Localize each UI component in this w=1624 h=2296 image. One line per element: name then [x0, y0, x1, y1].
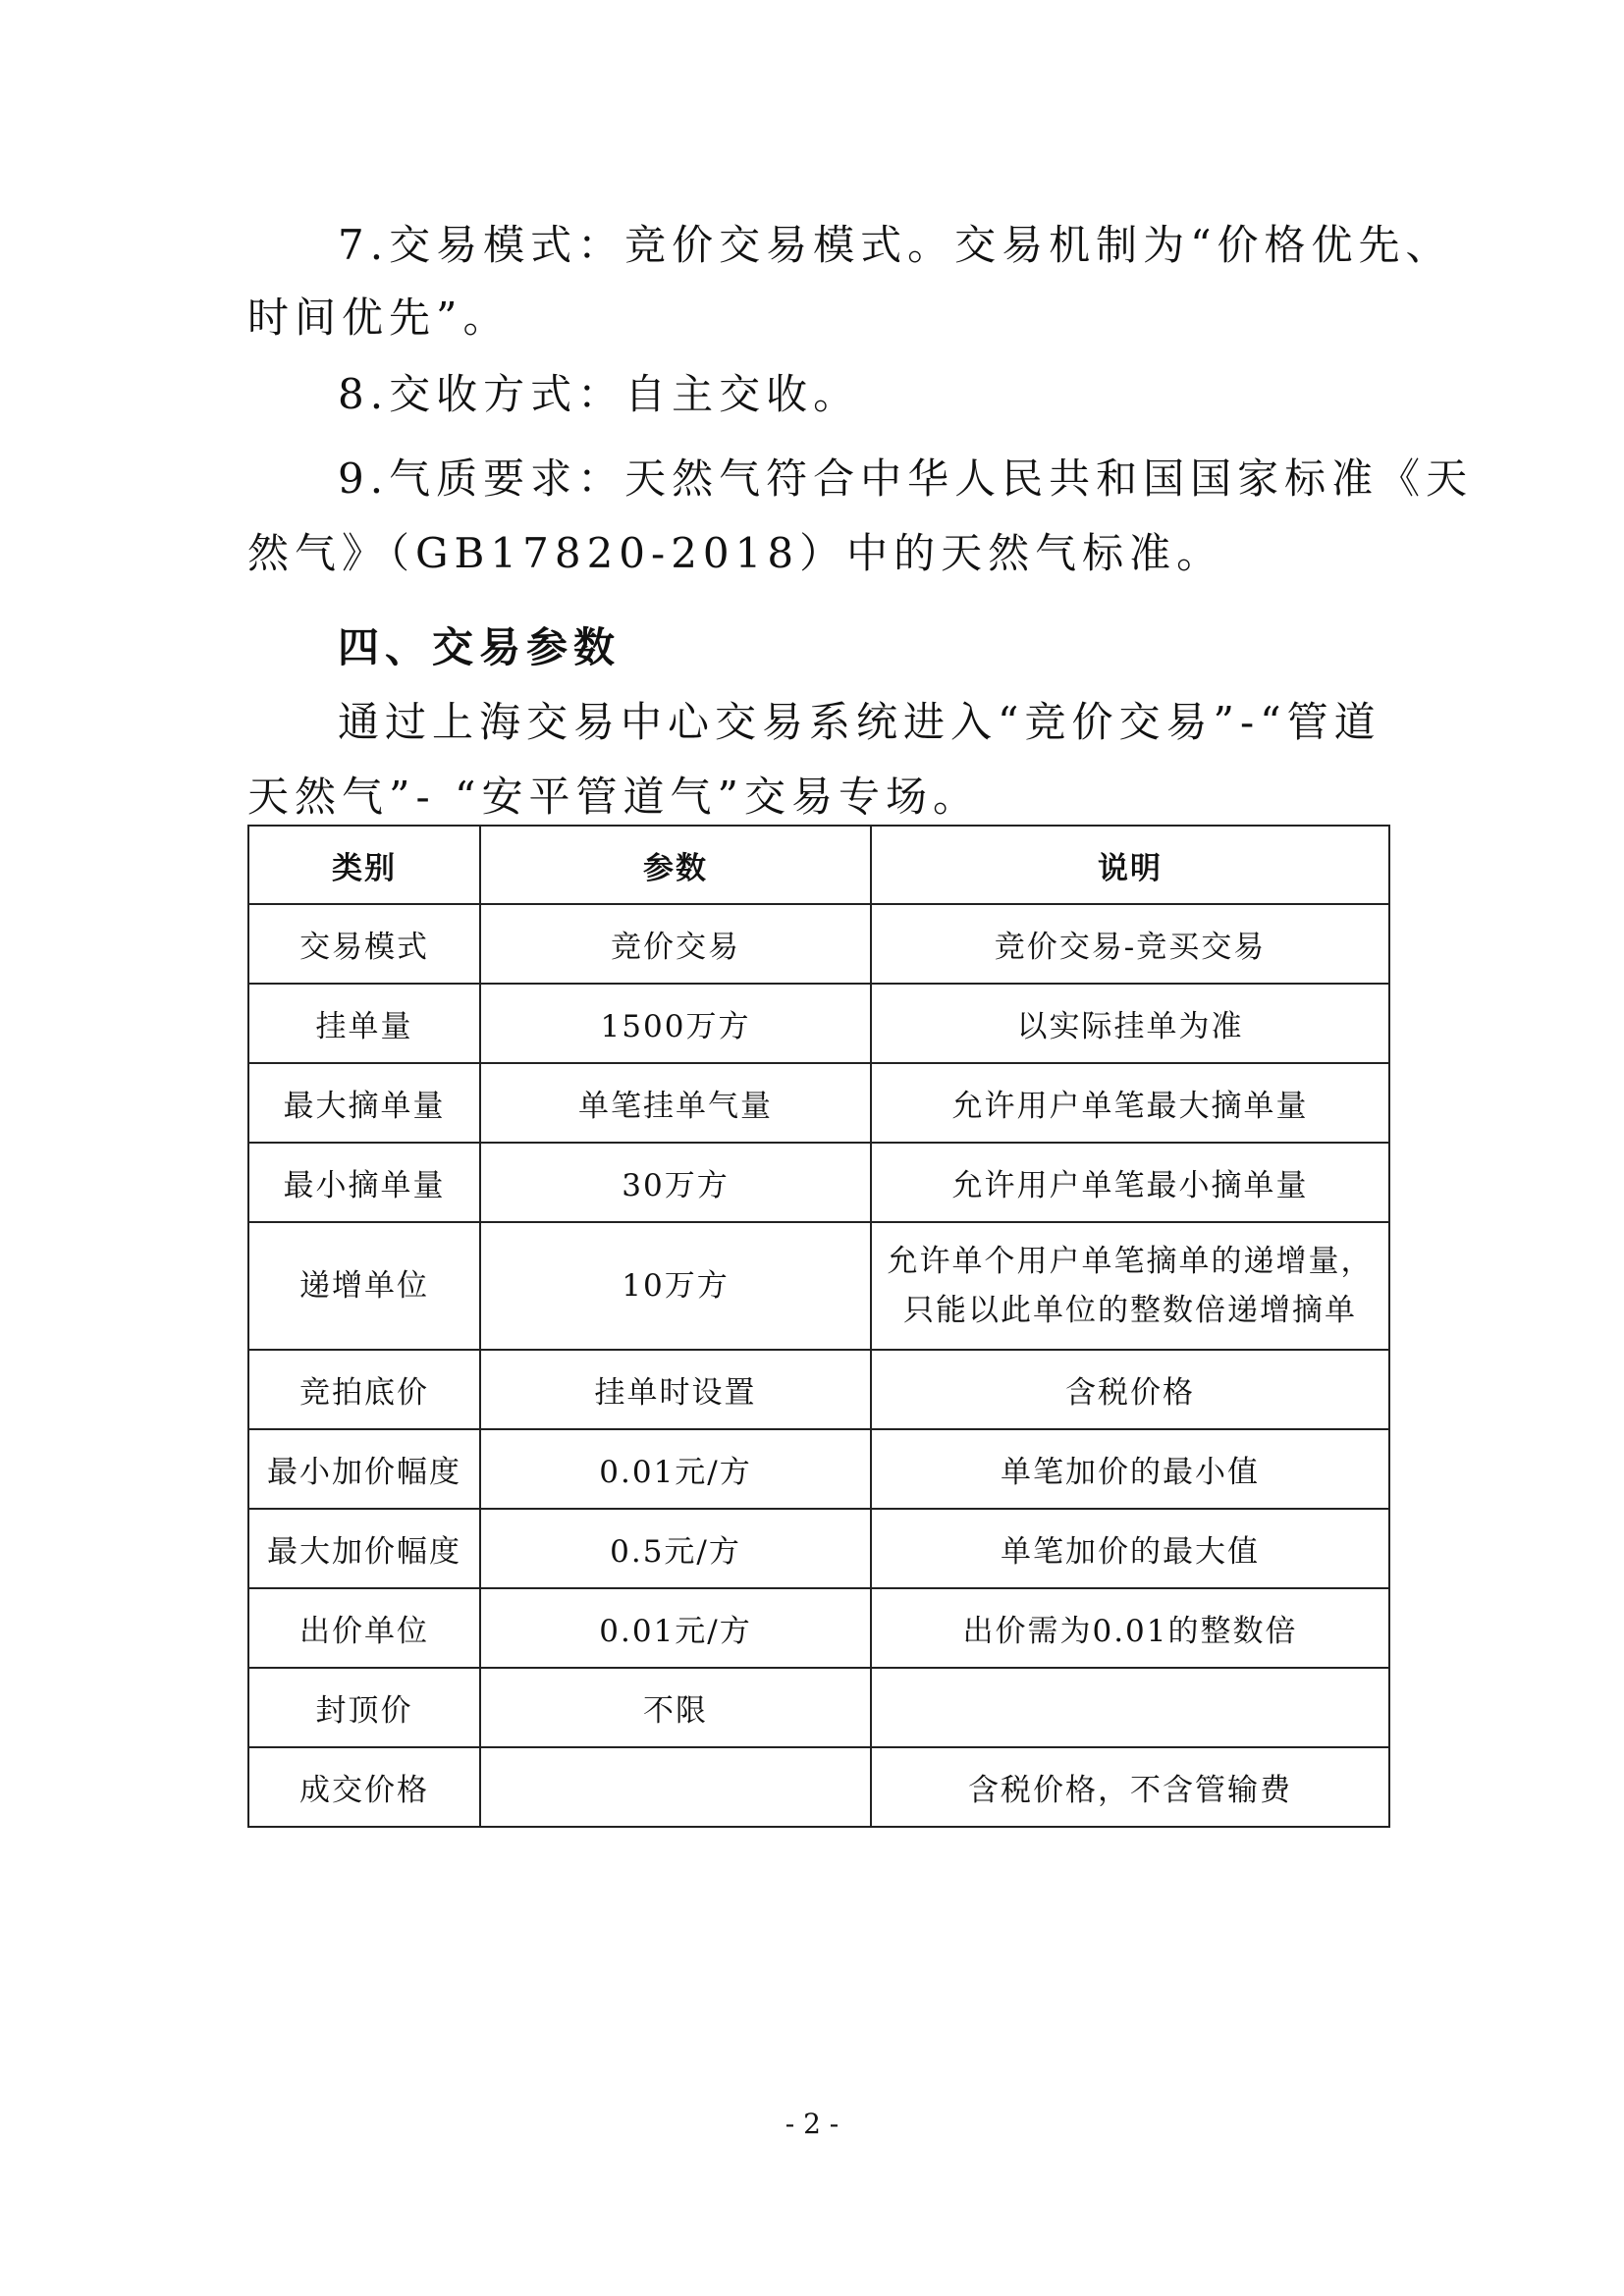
table-row: [248, 904, 1389, 984]
cell-parameter: 10万方: [480, 1222, 871, 1350]
cell-category: 最小加价幅度: [248, 1429, 480, 1509]
cell-category: 最大摘单量: [248, 1063, 480, 1143]
table-row: [248, 984, 1389, 1063]
cell-parameter: 竞价交易: [480, 904, 871, 984]
cell-category: 最小摘单量: [248, 1143, 480, 1222]
cell-description: 以实际挂单为准: [871, 984, 1389, 1063]
cell-description: 允许用户单笔最大摘单量: [871, 1063, 1389, 1143]
cell-category: 成交价格: [248, 1747, 480, 1827]
header-parameter: 参数: [480, 826, 871, 904]
cell-description: 单笔加价的最小值: [871, 1429, 1389, 1509]
cell-description: 出价需为0.01的整数倍: [871, 1588, 1389, 1668]
cell-category: 递增单位: [248, 1222, 480, 1350]
cell-description: 单笔加价的最大值: [871, 1509, 1389, 1588]
cell-category: 挂单量: [248, 984, 480, 1063]
cell-description: 允许用户单笔最小摘单量: [871, 1143, 1389, 1222]
cell-parameter: 不限: [480, 1668, 871, 1747]
cell-parameter: 0.01元/方: [480, 1429, 871, 1509]
cell-category: 封顶价: [248, 1668, 480, 1747]
paragraph-gas-quality-line1: 9.气质要求：天然气符合中华人民共和国国家标准《天: [338, 454, 1474, 503]
cell-parameter: 30万方: [480, 1143, 871, 1222]
cell-parameter: 挂单时设置: [480, 1350, 871, 1429]
cell-parameter: 0.5元/方: [480, 1509, 871, 1588]
cell-description: 含税价格，不含管输费: [871, 1747, 1389, 1827]
intro-line2: 天然气”- “安平管道气”交易专场。: [247, 773, 980, 821]
table-row: [248, 1143, 1389, 1222]
cell-parameter: [480, 1747, 871, 1827]
table-header-row: [248, 826, 1389, 904]
cell-description: 允许单个用户单笔摘单的递增量， 只能以此单位的整数倍递增摘单: [871, 1222, 1389, 1350]
page-number: - 2 -: [785, 2108, 839, 2140]
header-category: 类别: [248, 826, 480, 904]
table-row: [248, 1429, 1389, 1509]
cell-description: [871, 1668, 1389, 1747]
cell-category: 交易模式: [248, 904, 480, 984]
table-row: [248, 1668, 1389, 1747]
paragraph-trading-mode-line1: 7.交易模式：竞价交易模式。交易机制为“价格优先、: [338, 221, 1453, 269]
paragraph-delivery-method: 8.交收方式：自主交收。: [338, 370, 861, 418]
table-row: [248, 1509, 1389, 1588]
cell-category: 出价单位: [248, 1588, 480, 1668]
table-row: [248, 1747, 1389, 1827]
cell-parameter: 单笔挂单气量: [480, 1063, 871, 1143]
cell-parameter: 0.01元/方: [480, 1588, 871, 1668]
section-heading-trading-parameters: 四、交易参数: [338, 623, 622, 671]
table-row: [248, 1063, 1389, 1143]
cell-parameter: 1500万方: [480, 984, 871, 1063]
cell-category: 竞拍底价: [248, 1350, 480, 1429]
table-row: [248, 1588, 1389, 1668]
cell-description: 含税价格: [871, 1350, 1389, 1429]
header-description: 说明: [871, 826, 1389, 904]
paragraph-gas-quality-line2: 然气》（GB17820-2018）中的天然气标准。: [247, 529, 1224, 577]
paragraph-trading-mode-line2: 时间优先”。: [247, 294, 511, 342]
intro-line1: 通过上海交易中心交易系统进入“竞价交易”-“管道: [338, 698, 1381, 746]
cell-description: 竞价交易-竞买交易: [871, 904, 1389, 984]
table-row: [248, 1222, 1389, 1350]
trading-parameters-table: [247, 825, 1390, 1828]
table-row: [248, 1350, 1389, 1429]
cell-category: 最大加价幅度: [248, 1509, 480, 1588]
